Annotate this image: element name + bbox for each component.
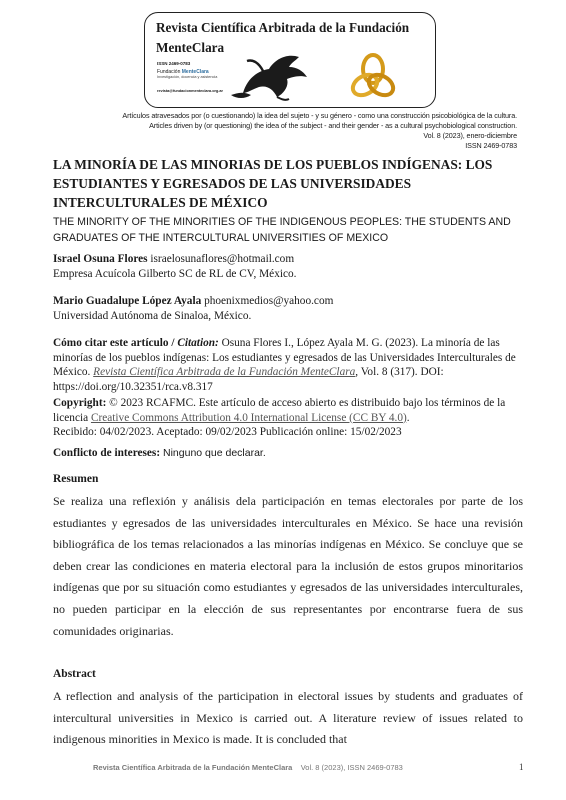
author-name: Mario Guadalupe López Ayala <box>53 295 202 307</box>
volume-info: Vol. 8 (2023), enero-diciembre <box>423 131 517 140</box>
abstract-heading: Abstract <box>53 668 96 680</box>
description-es: Artículos atravesados por (o cuestionando) la idea del sujeto - y su género - como una construcción psicobiológica de la cultura. <box>122 111 517 120</box>
horse-logo-icon <box>229 49 311 103</box>
journal-title: Revista Científica Arbitrada de la Fundación MenteClara <box>156 20 410 55</box>
footer-journal: Revista Científica Arbitrada de la Fundación MenteClara <box>93 763 293 772</box>
author-affiliation: Universidad Autónoma de Sinaloa, México. <box>53 310 252 322</box>
header-email: revista@fundacionmenteclara.org.ar <box>157 89 223 93</box>
author-1 <box>53 252 533 282</box>
conflict-label: Conflicto de intereses: <box>53 447 161 459</box>
knot-logo-icon <box>345 49 401 105</box>
author-email: phoenixmedios@yahoo.com <box>204 295 334 307</box>
fundacion-tagline: Investigación, docencia y asistencia <box>157 75 218 79</box>
citation-text: Osuna Flores I., López Ayala M. G. (2023). La minoría de las minorías de los pueblos indígenas: Los estudiantes y egresados de las Universidades Interculturales de México. <box>53 337 516 379</box>
page-number: 1 <box>519 762 524 772</box>
author-email: israelosunaflores@hotmail.com <box>150 253 295 265</box>
copyright-period: . <box>406 411 410 424</box>
citation-block <box>53 336 533 394</box>
header-issn: ISSN 2469-0783 <box>157 61 191 66</box>
author-2 <box>53 294 533 324</box>
license-link[interactable]: Creative Commons Attribution 4.0 International License (CC BY 4.0) <box>90 411 407 424</box>
issn-info: ISSN 2469-0783 <box>465 141 517 150</box>
journal-header-box <box>144 12 436 108</box>
resumen-heading: Resumen <box>53 473 99 485</box>
article-title-en: THE MINORITY OF THE MINORITIES OF THE INDIGENOUS PEOPLES: THE STUDENTS AND GRADUATES OF THE INTERCULTURAL UNIVERSITIES OF MEXICO <box>53 216 511 244</box>
copyright-block <box>53 396 533 440</box>
conflict-of-interest <box>53 446 533 461</box>
fundacion-prefix: Fundación <box>157 69 182 75</box>
resumen-text: Se realiza una reflexión y análisis dela participación en temas electorales por parte de los estudiantes y egresados de las universidades interculturales en México. Se hace una revisión bibliográfica de los temas relacionados a las minorías indígenas en México. Se concluye que se deben crear las condiciones en materia electoral para la inclusión de estos grupos minoritarios indígenas que por su situación como estudiantes y egresados de las universidades interculturales, no pueden participar en la elección de sus representantes por encontrarse fuera de sus comunidades originarias. <box>53 494 523 638</box>
citation-label: Cómo citar este artículo / <box>53 337 178 349</box>
fundacion-name: MenteClara <box>181 69 209 75</box>
citation-label-en: Citation: <box>177 337 219 349</box>
abstract-text: A reflection and analysis of the participation in electoral issues by students and graduates of intercultural universities in Mexico is carried out. A literature review of issues related to indigenous minorities in Mexico is made. It is concluded that <box>53 689 523 747</box>
description-en: Articles driven by (or questioning) the idea of the subject - and their gender - as a cultural psychobiological construction. <box>149 121 517 130</box>
footer-volume: Vol. 8 (2023), ISSN 2469-0783 <box>300 763 403 772</box>
citation-doi: , Vol. 8 (317). DOI: https://doi.org/10.32351/rca.v8.317 <box>53 366 444 393</box>
author-name: Israel Osuna Flores <box>53 253 148 265</box>
copyright-label: Copyright: <box>53 397 107 409</box>
conflict-text: Ninguno que declarar. <box>160 447 266 459</box>
author-affiliation: Empresa Acuícola Gilberto SC de RL de CV, México. <box>53 268 297 280</box>
page-footer <box>93 763 403 772</box>
journal-link[interactable]: Revista Científica Arbitrada de la Fundación MenteClara <box>93 366 356 379</box>
copyright-text: © 2023 RCAFMC. Este artículo de acceso abierto es distribuido bajo los términos de la licencia <box>53 397 506 424</box>
publication-dates: Recibido: 04/02/2023. Aceptado: 09/02/2023 Publicación online: 15/02/2023 <box>53 426 402 439</box>
article-title-es: LA MINORÍA DE LAS MINORIAS DE LOS PUEBLOS INDÍGENAS: LOS ESTUDIANTES Y EGRESADOS DE LAS UNIVERSIDADES INTERCULTURALES DE MÉXICO <box>53 157 493 210</box>
